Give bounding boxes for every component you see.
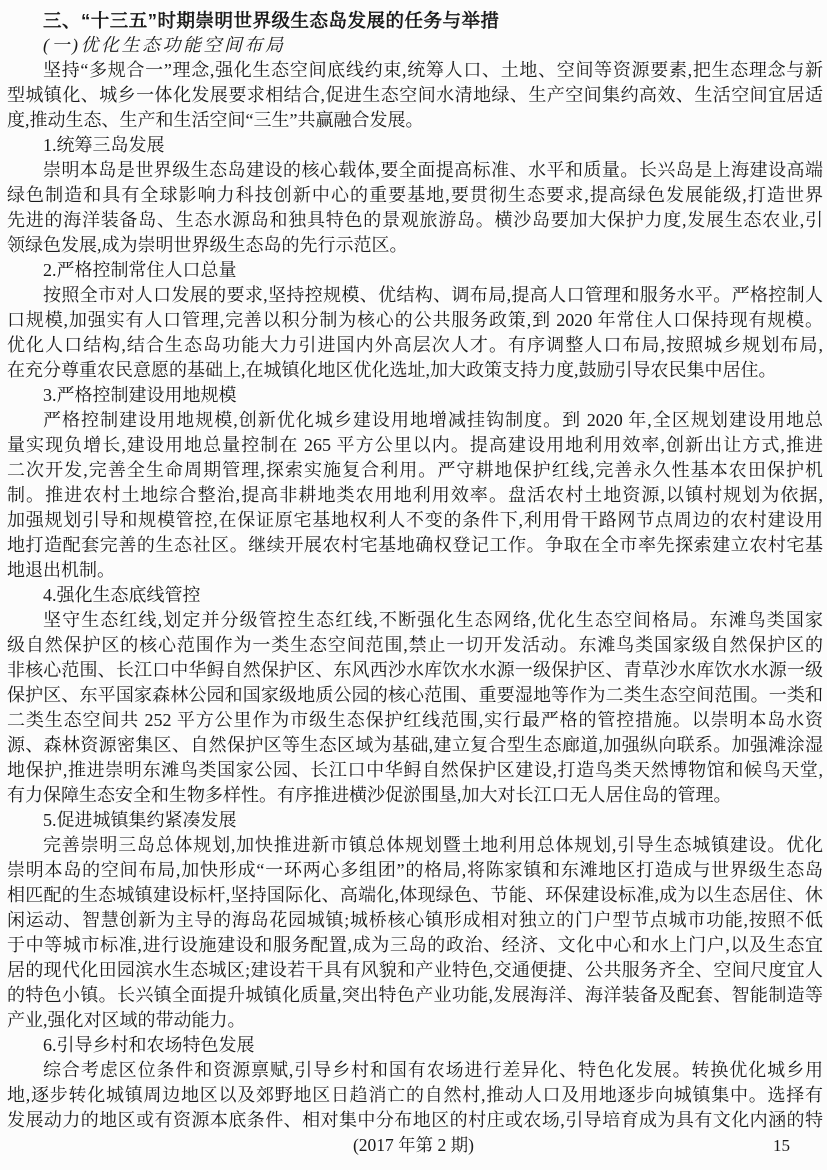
body-line: 保护区、东平国家森林公园和国家级地质公园的核心范围、重要湿地等作为二类生态空间范围。一类和 bbox=[7, 685, 823, 705]
body-line: 度,推动生态、生产和生活空间“三生”共赢融合发展。 bbox=[7, 110, 424, 130]
document-body bbox=[7, 58, 823, 1133]
body-line: 制。推进农村土地综合整治,提高非耕地类农用地利用效率。盘活农村土地资源,以镇村规划为依据, bbox=[7, 485, 823, 505]
body-line: 地,逐步转化城镇周边地区以及郊野地区日趋消亡的自然村,推动人口及用地逐步向城镇集中。选择有 bbox=[7, 1085, 823, 1105]
body-line: 相匹配的生态城镇建设标杆,坚持国际化、高端化,体现绿色、节能、环保建设标准,成为以生态居住、休 bbox=[7, 885, 823, 905]
body-line: 坚持“多规合一”理念,强化生态空间底线约束,统筹人口、土地、空间等资源要素,把生态理念与新 bbox=[43, 60, 823, 80]
body-line: 有力保障生态安全和生物多样性。有序推进横沙促淤围垦,加大对长江口无人居住岛的管理。 bbox=[7, 785, 732, 805]
body-line: 综合考虑区位条件和资源禀赋,引导乡村和国有农场进行差异化、特色化发展。转换优化城乡用 bbox=[43, 1060, 823, 1080]
body-line: 地退出机制。 bbox=[7, 560, 115, 580]
subsection-heading: 4.强化生态底线管控 bbox=[43, 585, 201, 605]
page-number: 15 bbox=[773, 1136, 790, 1155]
body-line: 于中等城市标准,进行设施建设和服务配置,成为三岛的政治、经济、文化中心和水上门户,以及生态宜 bbox=[7, 935, 823, 955]
body-line: 型城镇化、城乡一体化发展要求相结合,促进生态空间水清地绿、生产空间集约高效、生活空间宜居适 bbox=[7, 85, 823, 105]
body-line: 闲运动、智慧创新为主导的海岛花园城镇;城桥核心镇形成相对独立的门户型节点城市功能,按照不低 bbox=[7, 910, 823, 930]
body-line: 在充分尊重农民意愿的基础上,在城镇化地区优化选址,加大政策支持力度,鼓励引导农民集中居住。 bbox=[7, 360, 777, 380]
body-line: 崇明本岛的空间布局,加快形成“一环两心多组团”的格局,将陈家镇和东滩地区打造成与世界级生态岛 bbox=[7, 860, 823, 880]
body-line: 按照全市对人口发展的要求,坚持控规模、优结构、调布局,提高人口管理和服务水平。严格控制人 bbox=[43, 285, 823, 305]
body-line: 二类生态空间共 252 平方公里作为市级生态保护红线范围,实行最严格的管控措施。以崇明本岛水资 bbox=[7, 710, 823, 730]
body-line: 严格控制建设用地规模,创新优化城乡建设用地增减挂钩制度。到 2020 年,全区规划建设用地总 bbox=[43, 410, 823, 430]
issue-label: (2017 年第 2 期) bbox=[352, 1135, 475, 1155]
body-line: 地保护,推进崇明东滩鸟类国家公园、长江口中华鲟自然保护区建设,打造鸟类天然博物馆和候鸟天堂, bbox=[7, 760, 823, 780]
body-line: 非核心范围、长江口中华鲟自然保护区、东风西沙水库饮水水源一级保护区、青草沙水库饮水水源一级 bbox=[7, 660, 823, 680]
subsection-heading: 5.促进城镇集约紧凑发展 bbox=[43, 810, 237, 830]
body-line: 发展动力的地区或有资源本底条件、相对集中分布地区的村庄或农场,引导培育成为具有文化内涵的特 bbox=[7, 1110, 823, 1130]
body-line: 坚守生态红线,划定并分级管控生态红线,不断强化生态网络,优化生态空间格局。东滩鸟类国家 bbox=[43, 610, 823, 630]
body-line: 产业,强化对区域的带动能力。 bbox=[7, 1010, 246, 1030]
subsection-heading: 1.统筹三岛发展 bbox=[43, 135, 165, 155]
subsection-heading: 6.引导乡村和农场特色发展 bbox=[43, 1035, 255, 1055]
body-line: 完善崇明三岛总体规划,加快推进新市镇总体规划暨土地利用总体规划,引导生态城镇建设。优化 bbox=[43, 835, 823, 855]
body-line: 口规模,加强实有人口管理,完善以积分制为核心的公共服务政策,到 2020 年常住人口保持现有规模。 bbox=[7, 310, 823, 330]
body-line: 的特色小镇。长兴镇全面提升城镇化质量,突出特色产业功能,发展海洋、海洋装备及配套、智能制造等 bbox=[7, 985, 823, 1005]
body-line: 源、森林资源密集区、自然保护区等生态区域为基础,建立复合型生态廊道,加强纵向联系。加强滩涂湿 bbox=[7, 735, 823, 755]
body-line: 优化人口结构,结合生态岛功能大力引进国内外高层次人才。有序调整人口布局,按照城乡规划布局, bbox=[7, 335, 823, 355]
body-line: 领绿色发展,成为崇明世界级生态岛的先行示范区。 bbox=[7, 235, 408, 255]
page-footer bbox=[0, 1133, 827, 1158]
body-line: 先进的海洋装备岛、生态水源岛和独具特色的景观旅游岛。横沙岛要加大保护力度,发展生态农业,引 bbox=[7, 210, 823, 230]
body-line: 居的现代化田园滨水生态城区;建设若干具有风貌和产业特色,交通便捷、公共服务齐全、空间尺度宜人 bbox=[7, 960, 823, 980]
body-line: 绿色制造和具有全球影响力科技创新中心的重要基地,要贯彻生态要求,提高绿色发展能级,打造世界 bbox=[7, 185, 823, 205]
subsection-heading: 2.严格控制常住人口总量 bbox=[43, 260, 237, 280]
body-line: 加强规划引导和规模管控,在保证原宅基地权利人不变的条件下,利用骨干路网节点周边的农村建设用 bbox=[7, 510, 823, 530]
page-title: 三、“十三五”时期崇明世界级生态岛发展的任务与举措 bbox=[43, 10, 500, 31]
body-line: 二次开发,完善全生命周期管理,探索实施复合利用。严守耕地保护红线,完善永久性基本农田保护机 bbox=[7, 460, 823, 480]
subsection-heading: 3.严格控制建设用地规模 bbox=[43, 385, 237, 405]
section-heading: (一)优化生态功能空间布局 bbox=[43, 35, 286, 55]
body-line: 量实现负增长,建设用地总量控制在 265 平方公里以内。提高建设用地利用效率,创新出让方式,推进 bbox=[7, 435, 823, 455]
body-line: 崇明本岛是世界级生态岛建设的核心载体,要全面提高标准、水平和质量。长兴岛是上海建设高端 bbox=[43, 160, 823, 180]
body-line: 地打造配套完善的生态社区。继续开展农村宅基地确权登记工作。争取在全市率先探索建立农村宅基 bbox=[7, 535, 823, 555]
body-line: 级自然保护区的核心范围作为一类生态空间范围,禁止一切开发活动。东滩鸟类国家级自然保护区的 bbox=[7, 635, 823, 655]
